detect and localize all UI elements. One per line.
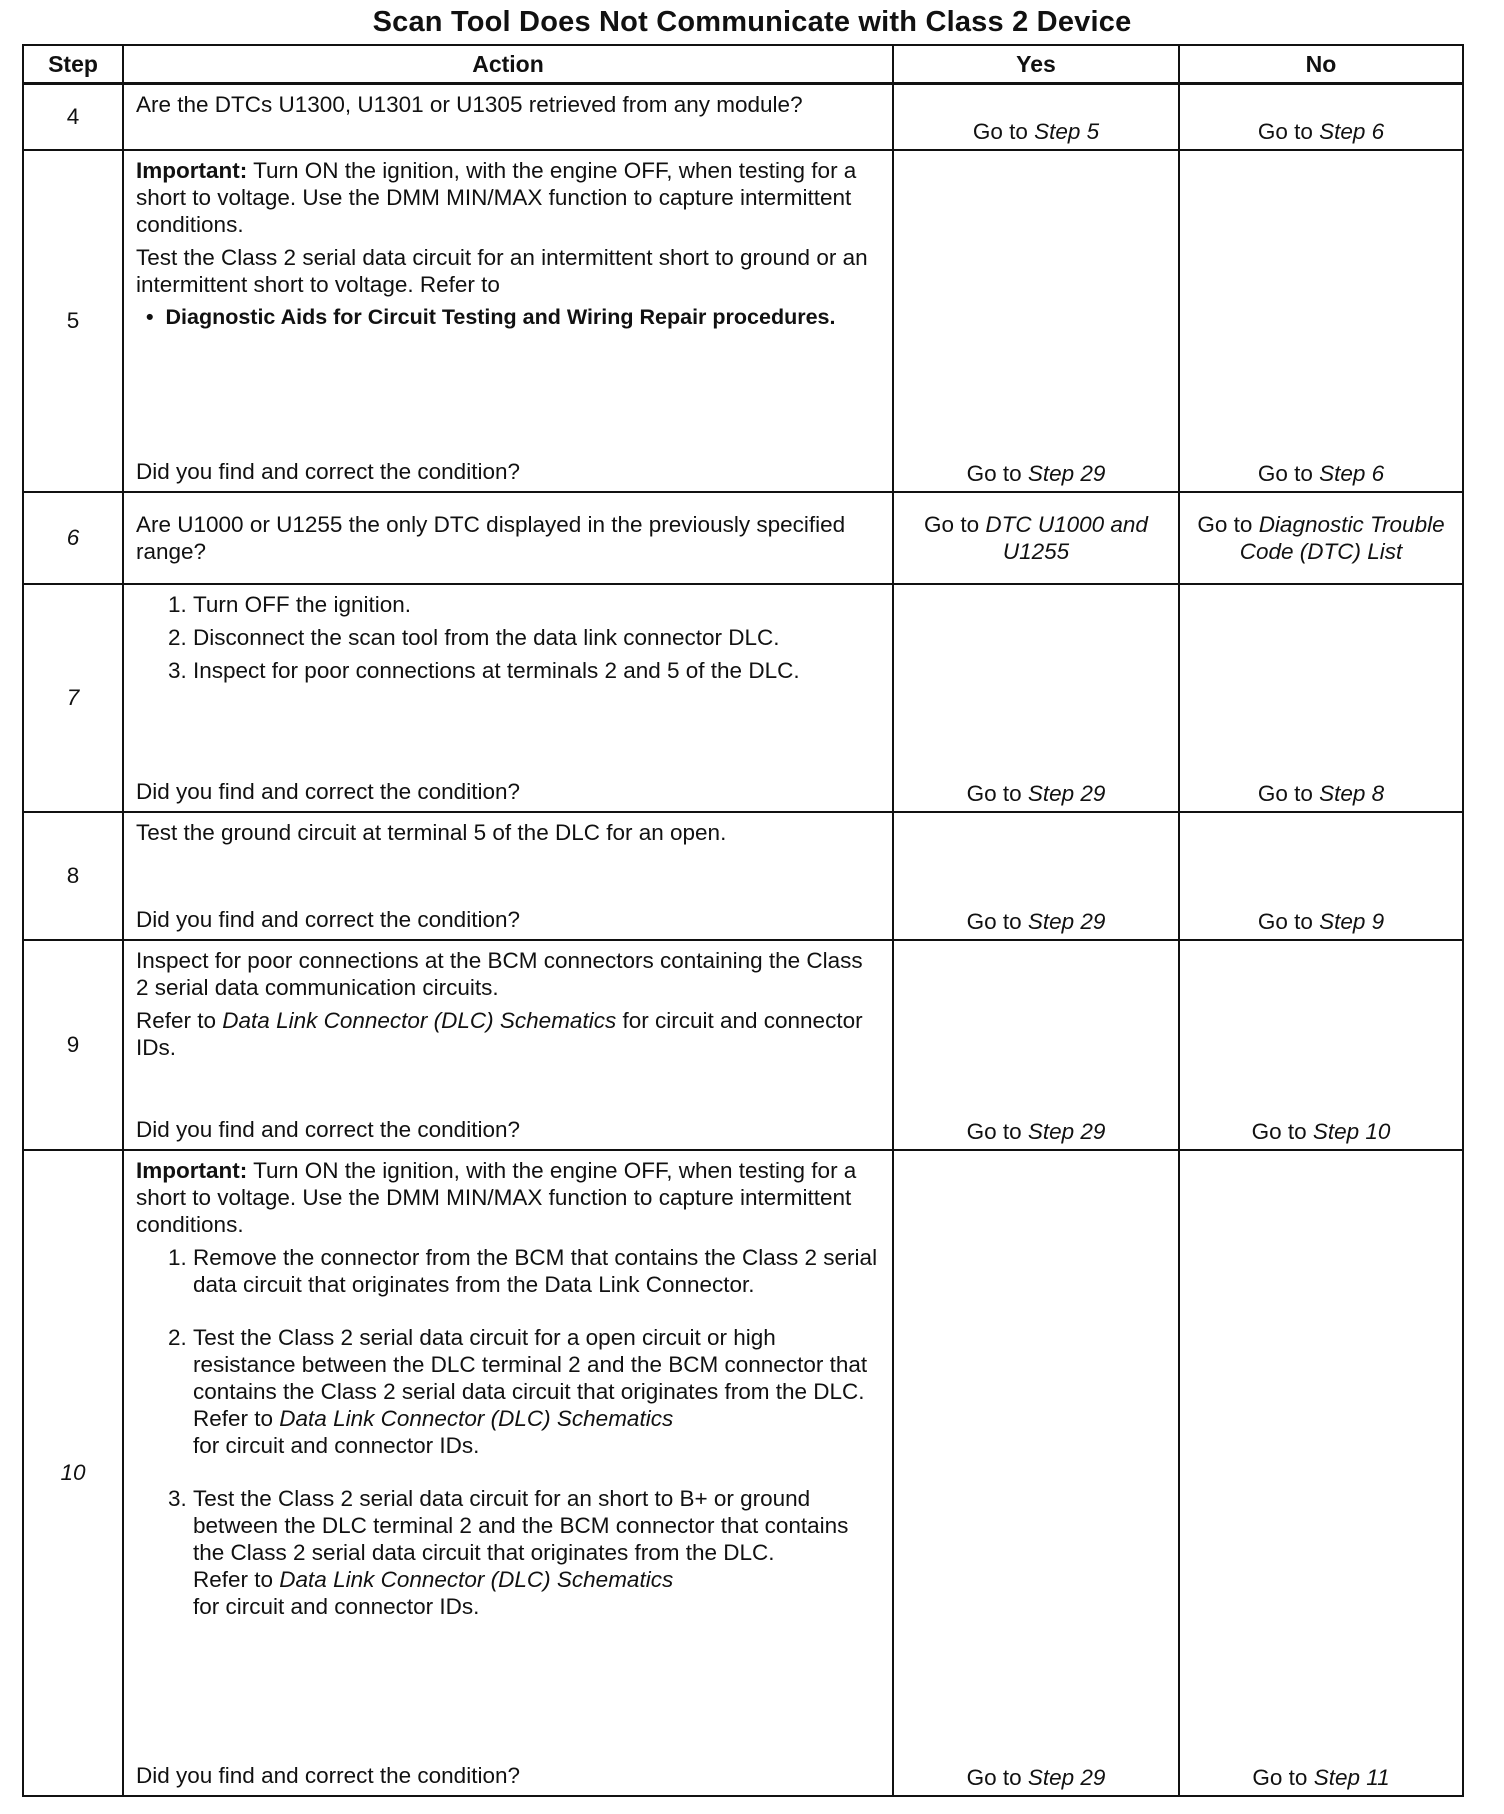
procedure-step: 1. Turn OFF the ignition. — [193, 591, 880, 618]
no-prefix: Go to — [1251, 1118, 1313, 1144]
no-cell — [1179, 84, 1463, 150]
action-cell — [123, 492, 893, 584]
schematics-link[interactable]: Data Link Connector (DLC) Schematics — [222, 1007, 617, 1033]
step-number: 10 — [23, 1150, 123, 1796]
no-dtc-list-link[interactable]: Diagnostic Trouble Code (DTC) List — [1239, 511, 1445, 564]
yes-cell — [893, 492, 1179, 584]
schematics-link[interactable]: Data Link Connector (DLC) Schematics — [279, 1405, 674, 1431]
schematics-link[interactable]: Data Link Connector (DLC) Schematics — [279, 1566, 674, 1592]
no-cell — [1179, 812, 1463, 940]
yes-cell — [893, 150, 1179, 492]
action-cell — [123, 1150, 893, 1796]
procedure-step-text: Test the Class 2 serial data circuit for an short to B+ or ground between the DLC terminal 2 and the BCM connector that contains the Class 2 serial data circuit that originates from the DLC. — [193, 1485, 849, 1565]
no-step-link[interactable]: Step 6 — [1319, 460, 1385, 486]
action-question: Did you find and correct the condition? — [136, 778, 520, 804]
no-cell — [1179, 940, 1463, 1150]
important-label: Important: — [136, 157, 248, 183]
no-step-link[interactable]: Step 8 — [1319, 780, 1385, 806]
action-cell — [123, 940, 893, 1150]
no-step-link[interactable]: Step 10 — [1312, 1118, 1391, 1144]
important-note — [136, 1157, 880, 1238]
no-prefix: Go to — [1197, 511, 1259, 537]
yes-dtc-link[interactable]: DTC U1000 and U1255 — [985, 511, 1148, 564]
yes-step-link[interactable]: Step 29 — [1027, 1764, 1106, 1790]
table-row-step-4 — [23, 84, 1463, 150]
step-number: 4 — [23, 84, 123, 150]
action-question: Are U1000 or U1255 the only DTC displayed in the previously specified range? — [136, 511, 846, 564]
action-question: Did you find and correct the condition? — [136, 458, 520, 484]
no-cell — [1179, 150, 1463, 492]
yes-prefix: Go to — [966, 1764, 1028, 1790]
no-prefix: Go to — [1257, 780, 1320, 806]
procedure-step-text: Remove the connector from the BCM that contains the Class 2 serial data circuit that originates from the Data Link Connector. — [193, 1244, 878, 1297]
action-question: Are the DTCs U1300, U1301 or U1305 retrieved from any module? — [136, 92, 803, 117]
refer-suffix: for circuit and connector IDs. — [193, 1432, 480, 1458]
action-cell — [123, 150, 893, 492]
procedure-steps — [136, 591, 880, 690]
action-question: Did you find and correct the condition? — [136, 1116, 520, 1142]
header-action: Action — [123, 45, 893, 84]
important-text: Turn ON the ignition, with the engine OFF, when testing for a short to voltage. Use the DMM MIN/MAX function to capture intermittent conditions. — [136, 157, 857, 237]
yes-step-link[interactable]: Step 29 — [1027, 1118, 1106, 1144]
yes-prefix: Go to — [966, 460, 1028, 486]
no-cell — [1179, 1150, 1463, 1796]
table-row-step-6 — [23, 492, 1463, 584]
refer-prefix: Refer to — [193, 1405, 280, 1431]
no-prefix: Go to — [1252, 1764, 1314, 1790]
step-number: 9 — [23, 940, 123, 1150]
page-title: Scan Tool Does Not Communicate with Class 2 Device — [372, 6, 1132, 38]
table-row-step-7 — [23, 584, 1463, 812]
no-prefix: Go to — [1257, 908, 1320, 934]
no-step-link[interactable]: Step 6 — [1319, 118, 1385, 144]
no-step-link[interactable]: Step 11 — [1313, 1764, 1390, 1790]
step-number: 8 — [23, 812, 123, 940]
table-row-step-9 — [23, 940, 1463, 1150]
procedure-step — [193, 1324, 880, 1459]
table-row-step-5 — [23, 150, 1463, 492]
reference-bullet: • Diagnostic Aids for Circuit Testing and Wiring Repair procedures. — [146, 304, 836, 329]
yes-step-link[interactable]: Step 29 — [1027, 908, 1106, 934]
action-question: Did you find and correct the condition? — [136, 906, 520, 932]
no-prefix: Go to — [1257, 118, 1320, 144]
yes-cell — [893, 84, 1179, 150]
action-cell — [123, 812, 893, 940]
diagnostic-table — [22, 44, 1464, 1797]
refer-suffix: for circuit and connector IDs. — [193, 1593, 480, 1619]
procedure-step — [193, 1244, 880, 1298]
action-cell — [123, 584, 893, 812]
procedure-step: 3. Inspect for poor connections at terminals 2 and 5 of the DLC. — [193, 657, 880, 684]
important-text: Turn ON the ignition, with the engine OFF, when testing for a short to voltage. Use the DMM MIN/MAX function to capture intermittent conditions. — [136, 1157, 857, 1237]
refer-prefix: Refer to — [193, 1566, 280, 1592]
yes-step-link[interactable]: Step 29 — [1027, 780, 1106, 806]
table-row-step-10 — [23, 1150, 1463, 1796]
yes-prefix: Go to — [966, 1118, 1028, 1144]
step-number: 7 — [23, 584, 123, 812]
yes-cell — [893, 584, 1179, 812]
important-note — [136, 157, 880, 238]
important-label: Important: — [136, 1157, 248, 1183]
no-cell — [1179, 584, 1463, 812]
no-cell — [1179, 492, 1463, 584]
yes-cell — [893, 940, 1179, 1150]
table-header-row — [23, 45, 1463, 84]
refer-suffix: for circuit and connector IDs. — [136, 1007, 863, 1060]
procedure-steps — [136, 1244, 880, 1620]
yes-step-link[interactable]: Step 29 — [1027, 460, 1106, 486]
yes-prefix: Go to — [924, 511, 986, 537]
procedure-step: 2. Disconnect the scan tool from the data link connector DLC. — [193, 624, 880, 651]
yes-cell — [893, 812, 1179, 940]
action-question: Did you find and correct the condition? — [136, 1762, 520, 1788]
yes-step-link[interactable]: Step 5 — [1034, 118, 1100, 144]
yes-prefix: Go to — [966, 908, 1028, 934]
reference-link[interactable]: Diagnostic Aids for Circuit Testing and Wiring Repair procedures. — [165, 304, 836, 329]
action-cell — [123, 84, 893, 150]
no-prefix: Go to — [1257, 460, 1320, 486]
header-no: No — [1179, 45, 1463, 84]
yes-cell — [893, 1150, 1179, 1796]
refer-prefix: Refer to — [136, 1007, 223, 1033]
header-step: Step — [23, 45, 123, 84]
yes-prefix: Go to — [972, 118, 1035, 144]
inspect-instruction: Inspect for poor connections at the BCM connectors containing the Class 2 serial data communication circuits. — [136, 947, 863, 1000]
no-step-link[interactable]: Step 9 — [1319, 908, 1385, 934]
test-instruction: Test the Class 2 serial data circuit for an intermittent short to ground or an intermittent short to voltage. Refer to — [136, 244, 868, 297]
test-instruction: Test the ground circuit at terminal 5 of the DLC for an open. — [136, 819, 727, 845]
procedure-step-text: Test the Class 2 serial data circuit for a open circuit or high resistance between the DLC terminal 2 and the BCM connector that contains the Class 2 serial data circuit that originates from the DLC. — [193, 1324, 868, 1404]
header-yes: Yes — [893, 45, 1179, 84]
refer-note — [136, 1007, 880, 1061]
yes-prefix: Go to — [966, 780, 1028, 806]
procedure-step — [193, 1485, 880, 1620]
table-row-step-8 — [23, 812, 1463, 940]
step-number: 6 — [23, 492, 123, 584]
step-number: 5 — [23, 150, 123, 492]
